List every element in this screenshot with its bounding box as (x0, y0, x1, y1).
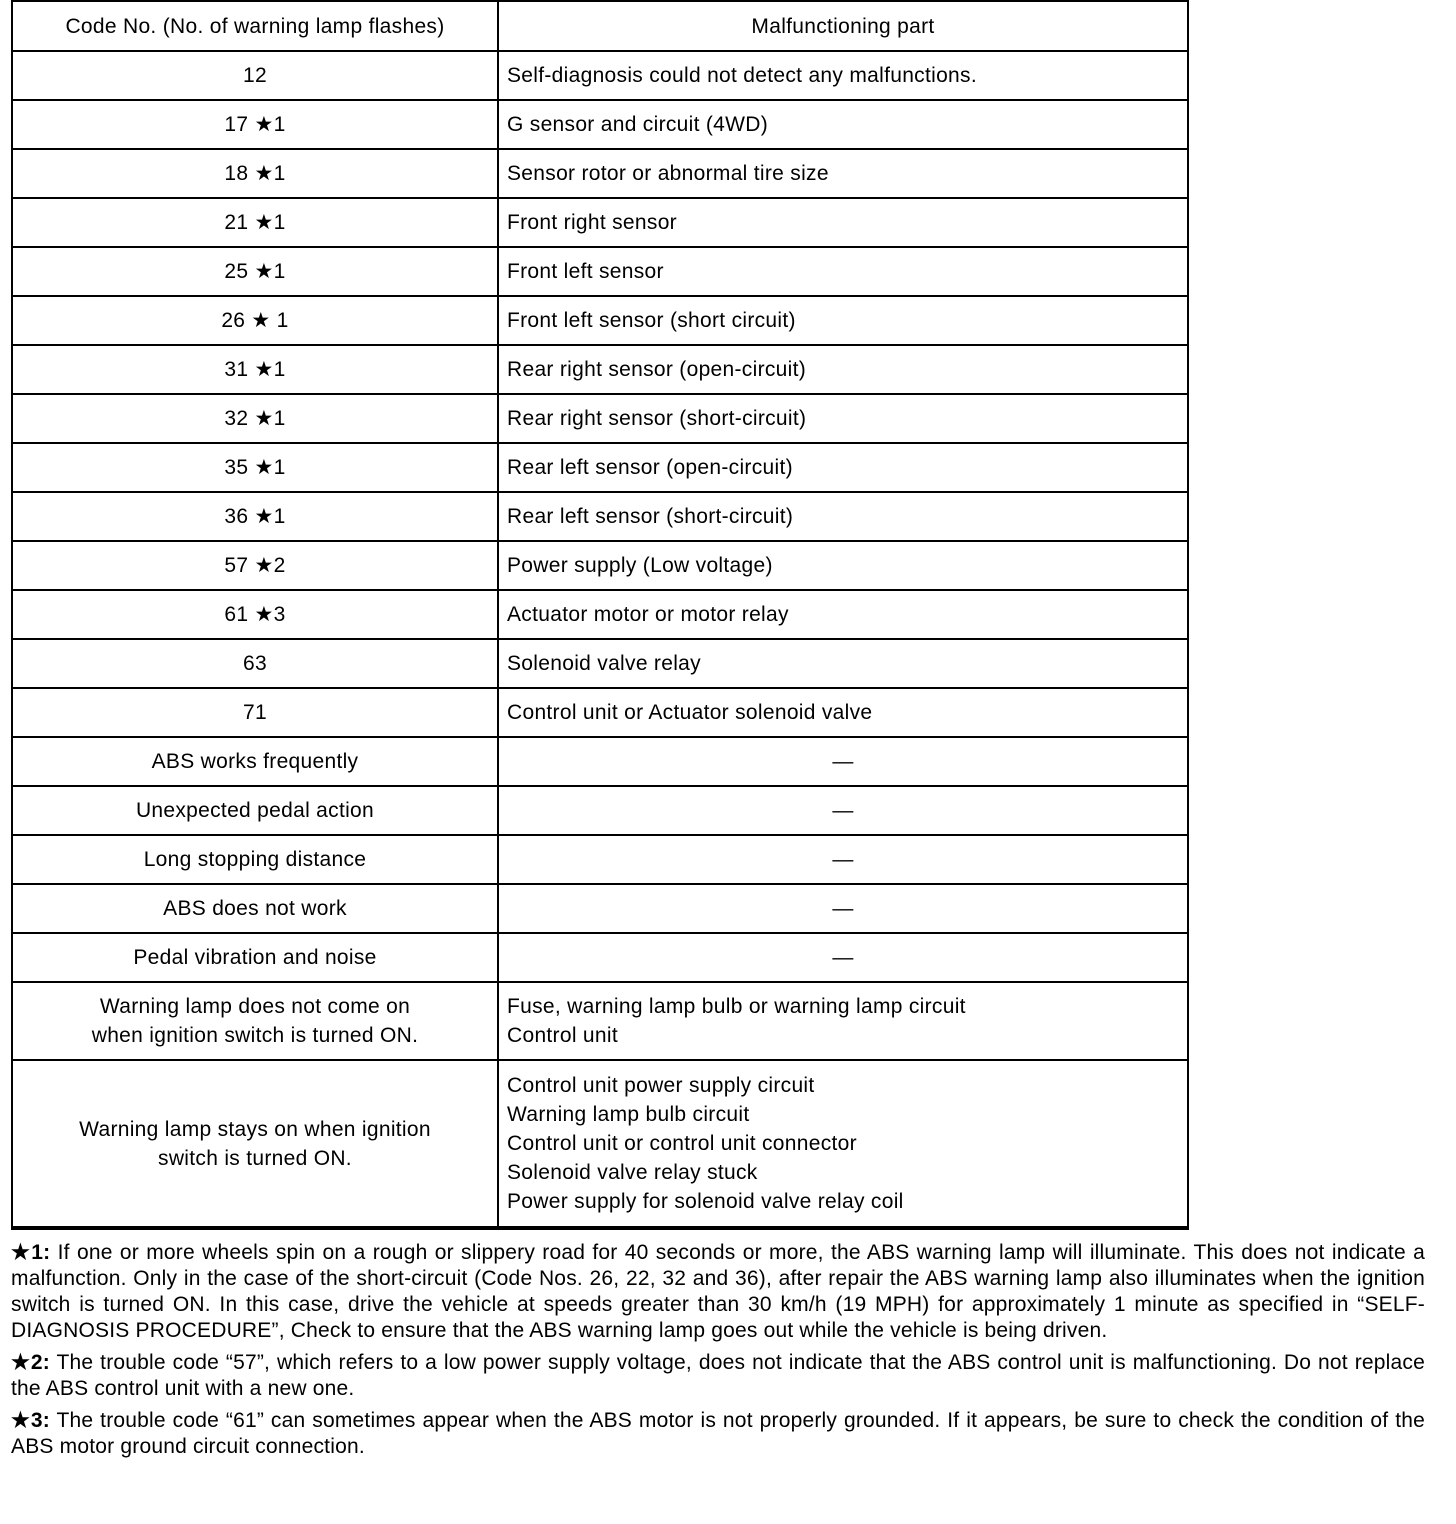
malfunction-cell (498, 639, 1188, 688)
footnote-3-mark: ★3: (11, 1409, 50, 1432)
malfunction-cell (498, 835, 1188, 884)
malfunction-line: Rear right sensor (short-circuit) (507, 407, 807, 430)
table-row (12, 786, 1188, 835)
malfunction-cell (498, 443, 1188, 492)
table-row (12, 590, 1188, 639)
code-cell: Unexpected pedal action (12, 786, 498, 835)
table-row (12, 345, 1188, 394)
code-cell: ABS works frequently (12, 737, 498, 786)
code-cell: 18 ★1 (12, 149, 498, 198)
table-row (12, 198, 1188, 247)
malfunction-line: — (832, 750, 854, 773)
malfunction-line: Power supply for solenoid valve relay coil (507, 1190, 904, 1213)
code-cell: Long stopping distance (12, 835, 498, 884)
malfunction-line: Control unit or Actuator solenoid valve (507, 701, 873, 724)
malfunction-line: Sensor rotor or abnormal tire size (507, 162, 829, 185)
malfunction-cell (498, 198, 1188, 247)
code-cell-line: switch is turned ON. (158, 1146, 352, 1170)
footnote-2 (11, 1350, 1425, 1402)
table-row (12, 247, 1188, 296)
table-row (12, 100, 1188, 149)
malfunction-cell (498, 737, 1188, 786)
code-cell: Pedal vibration and noise (12, 933, 498, 982)
malfunction-line: Front right sensor (507, 211, 677, 234)
malfunction-line: Warning lamp bulb circuit (507, 1103, 750, 1126)
malfunction-line: — (832, 799, 854, 822)
malfunction-line: Control unit power supply circuit (507, 1074, 815, 1097)
malfunction-cell (498, 884, 1188, 933)
footnote-2-mark: ★2: (11, 1351, 50, 1374)
malfunction-line: Control unit or control unit connector (507, 1132, 857, 1155)
table-row (12, 933, 1188, 982)
malfunction-cell (498, 1060, 1188, 1228)
footnotes (11, 1240, 1425, 1466)
footnote-1 (11, 1240, 1425, 1344)
code-cell: 31 ★1 (12, 345, 498, 394)
footnote-1-text: If one or more wheels spin on a rough or slippery road for 40 seconds or more, the ABS warning lamp will illuminate. This does not indicate a malfunction. Only in the case of the short-circuit (Code Nos. 26, 22, 32 and 36), after repair the ABS warning lamp also illuminates when the ignition switch is turned ON. In this case, drive the vehicle at speeds greater than 30 km/h (19 MPH) for approximately 1 minute as specified in “SELF-DIAGNOSIS PROCEDURE”, Check to ensure that the ABS warning lamp goes out while the vehicle is being driven. (11, 1241, 1425, 1342)
malfunction-line: — (832, 897, 854, 920)
code-cell: 21 ★1 (12, 198, 498, 247)
code-cell-line: when ignition switch is turned ON. (91, 1024, 419, 1047)
malfunction-line: G sensor and circuit (4WD) (507, 113, 769, 136)
code-cell: 25 ★1 (12, 247, 498, 296)
malfunction-cell (498, 345, 1188, 394)
malfunction-cell (498, 688, 1188, 737)
table-row (12, 835, 1188, 884)
table-row (12, 884, 1188, 933)
code-cell: 32 ★1 (12, 394, 498, 443)
table-row (12, 149, 1188, 198)
footnote-1-mark: ★1: (11, 1241, 51, 1264)
table-row (12, 737, 1188, 786)
malfunction-line: Fuse, warning lamp bulb or warning lamp circuit (507, 995, 966, 1018)
footnote-3-text: The trouble code “61” can sometimes appear when the ABS motor is not properly grounded. If it appears, be sure to check the condition of the ABS motor ground circuit connection. (11, 1409, 1426, 1458)
footnote-3 (11, 1408, 1425, 1460)
table-row (12, 443, 1188, 492)
header-malfunctioning-part: Malfunctioning part (498, 1, 1188, 51)
table-row (12, 1060, 1188, 1228)
malfunction-cell (498, 982, 1188, 1060)
malfunction-line: Rear left sensor (short-circuit) (507, 505, 794, 528)
malfunction-cell (498, 296, 1188, 345)
code-cell: ABS does not work (12, 884, 498, 933)
malfunction-cell (498, 541, 1188, 590)
malfunction-line: — (832, 946, 854, 969)
malfunction-cell (498, 590, 1188, 639)
malfunction-cell (498, 492, 1188, 541)
table-row (12, 296, 1188, 345)
code-cell: 35 ★1 (12, 443, 498, 492)
code-cell (12, 982, 498, 1060)
trouble-code-table (11, 0, 1189, 1230)
malfunction-cell (498, 786, 1188, 835)
code-cell-line: Warning lamp stays on when ignition (79, 1117, 431, 1141)
header-code-no: Code No. (No. of warning lamp flashes) (12, 1, 498, 51)
malfunction-cell (498, 247, 1188, 296)
malfunction-line: Rear left sensor (open-circuit) (507, 456, 793, 479)
code-cell: 36 ★1 (12, 492, 498, 541)
code-cell: 26 ★ 1 (12, 296, 498, 345)
malfunction-cell (498, 149, 1188, 198)
malfunction-line: Actuator motor or motor relay (507, 603, 789, 626)
code-cell: 71 (12, 688, 498, 737)
code-cell-line: Warning lamp does not come on (99, 995, 411, 1018)
table-row (12, 688, 1188, 737)
table-row (12, 639, 1188, 688)
malfunction-line: Front left sensor (short circuit) (507, 309, 796, 332)
malfunction-cell (498, 933, 1188, 982)
code-cell: 63 (12, 639, 498, 688)
malfunction-cell (498, 394, 1188, 443)
malfunction-line: Front left sensor (507, 260, 664, 283)
code-cell: 17 ★1 (12, 100, 498, 149)
malfunction-line: Solenoid valve relay stuck (507, 1161, 758, 1184)
table-header-row (12, 1, 1188, 51)
malfunction-line: — (832, 848, 854, 871)
malfunction-line: Solenoid valve relay (507, 652, 701, 675)
table-row (12, 394, 1188, 443)
code-cell: 61 ★3 (12, 590, 498, 639)
malfunction-cell (498, 100, 1188, 149)
code-cell: 12 (12, 51, 498, 100)
table-row (12, 541, 1188, 590)
malfunction-line: Rear right sensor (open-circuit) (507, 358, 807, 381)
malfunction-line: Self-diagnosis could not detect any malfunctions. (507, 64, 977, 87)
table-body (12, 51, 1188, 1228)
malfunction-line: Control unit (507, 1024, 618, 1047)
code-cell: 57 ★2 (12, 541, 498, 590)
malfunction-cell (498, 51, 1188, 100)
table-row (12, 51, 1188, 100)
malfunction-line: Power supply (Low voltage) (507, 554, 773, 577)
footnote-2-text: The trouble code “57”, which refers to a low power supply voltage, does not indicate that the ABS control unit is malfunctioning. Do not replace the ABS control unit with a new one. (11, 1351, 1425, 1400)
code-cell (12, 1060, 498, 1228)
table-row (12, 982, 1188, 1060)
table-row (12, 492, 1188, 541)
